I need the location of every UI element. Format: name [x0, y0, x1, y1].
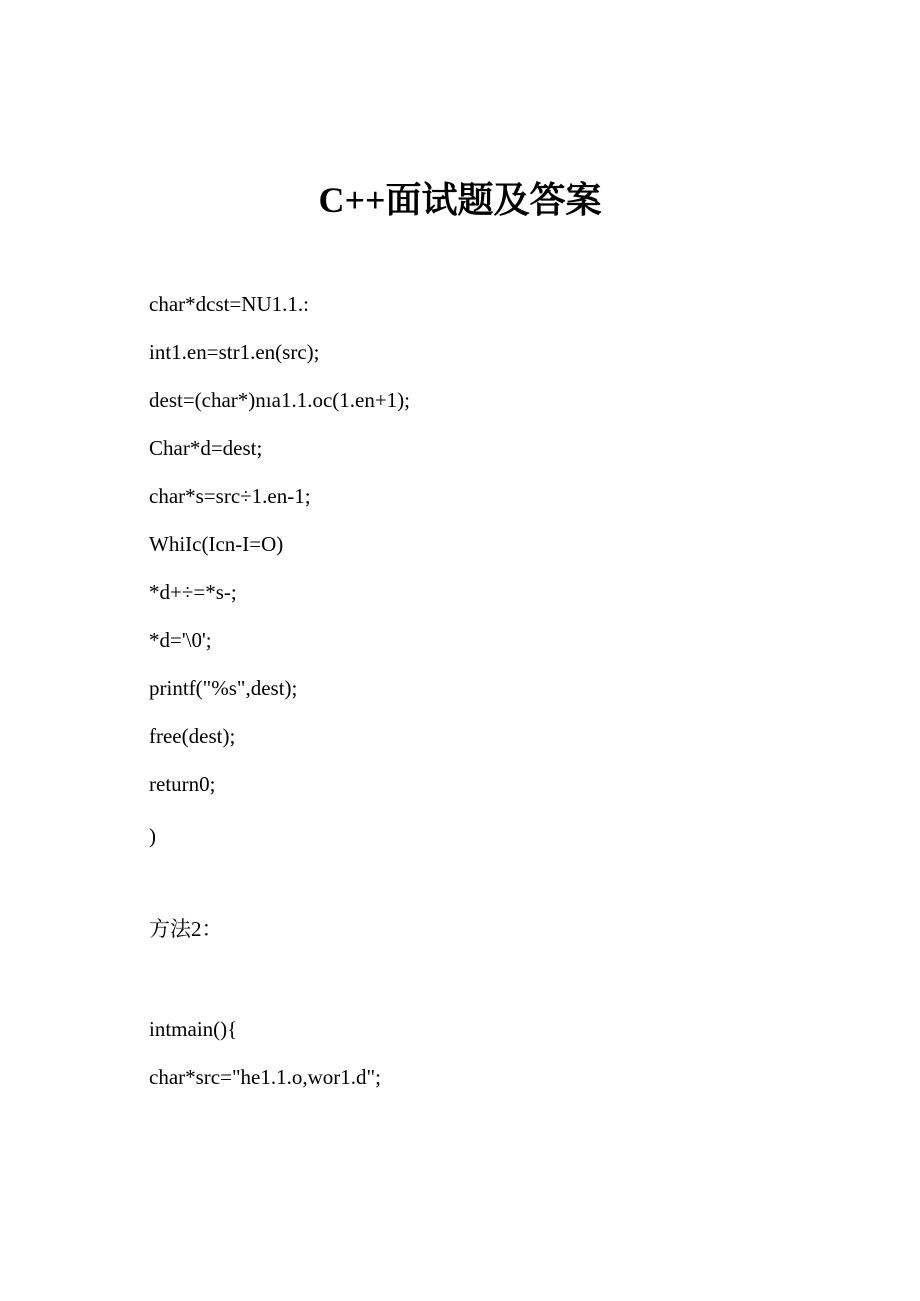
- code-line: printf("%s",dest);: [149, 676, 298, 700]
- code-line: char*dcst=NU1.1.:: [149, 292, 309, 316]
- code-line: char*src="he1.1.o,wor1.d";: [149, 1065, 381, 1089]
- code-line: *d+÷=*s-;: [149, 580, 237, 604]
- code-line: free(dest);: [149, 724, 236, 748]
- section-heading: 方法2：: [149, 917, 223, 941]
- code-line: *d='\0';: [149, 628, 212, 652]
- code-line: ): [149, 824, 156, 848]
- code-line: char*s=src÷1.en-1;: [149, 484, 311, 508]
- code-line: int1.en=str1.en(src);: [149, 340, 320, 364]
- code-line: return0;: [149, 772, 216, 796]
- code-line: intmain(){: [149, 1017, 238, 1041]
- document-title: C++面试题及答案: [318, 180, 602, 220]
- code-line: dest=(char*)nıa1.1.oc(1.en+1);: [149, 388, 411, 412]
- code-line: WhiIc(Icn-I=O): [149, 532, 284, 556]
- code-line: Char*d=dest;: [149, 436, 263, 460]
